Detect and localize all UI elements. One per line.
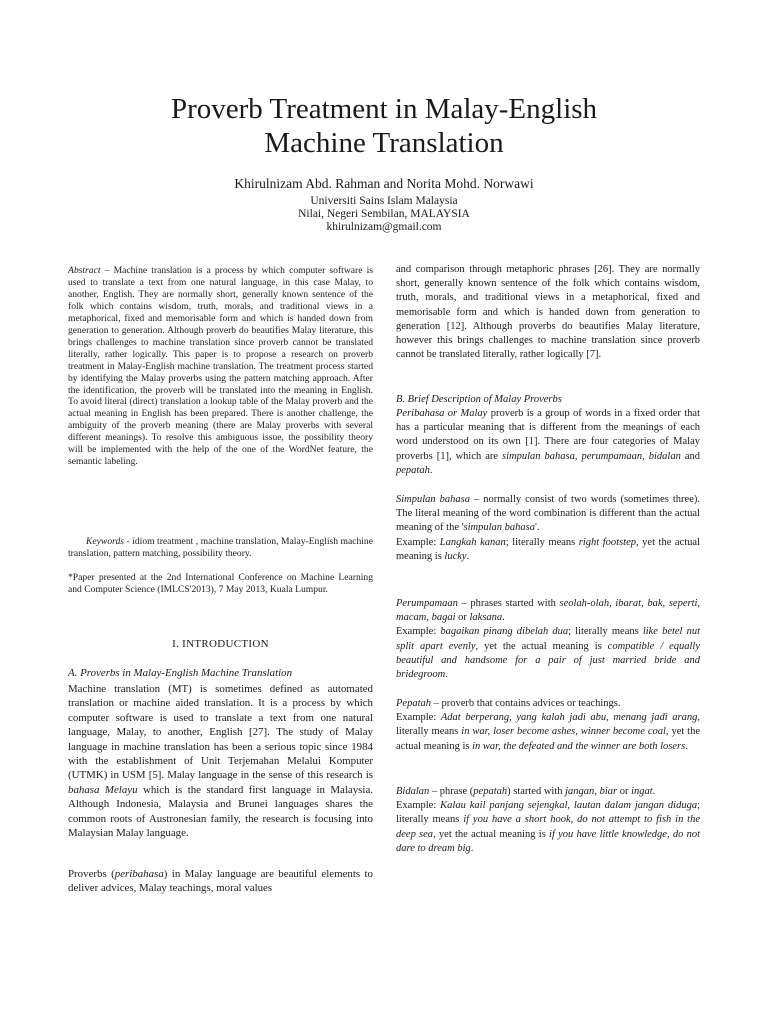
text: , [641, 598, 648, 609]
example-malay: Adat berperang, yang kalah jadi abu, menang jadi arang [440, 712, 698, 724]
section-heading-introduction: I. INTRODUCTION [172, 638, 269, 650]
paragraph-malay-proverbs [396, 407, 700, 478]
paragraph-bidalan [396, 785, 700, 856]
intro-p2-term: peribahasa [114, 868, 164, 880]
paper-title [0, 92, 768, 160]
intro-paragraph-2 [68, 867, 373, 896]
text: – phrases started with [457, 598, 560, 609]
authors: Khirulnizam Abd. Rahman and Norita Mohd. Norwawi [234, 176, 534, 191]
term: Perumpamaan [396, 598, 458, 609]
term-perumpamaan: perumpamaan [581, 450, 643, 462]
sep: . [429, 464, 433, 476]
term: laksana [469, 612, 503, 624]
example-literal: right footstep [578, 536, 636, 548]
title-line-2: Machine Translation [264, 127, 504, 159]
right-paragraph-1 [396, 263, 700, 362]
text: . [466, 550, 470, 562]
intro-p2-text: Proverbs ( [68, 868, 115, 880]
text: , [662, 598, 669, 609]
term: pepatah [473, 786, 508, 797]
text: – phrase ( [429, 786, 474, 797]
text: , [426, 612, 432, 624]
keywords-label: Keywords [86, 536, 125, 547]
text: , [594, 786, 600, 797]
text: '. [534, 522, 540, 534]
text: , yet the actual meaning is [396, 536, 700, 562]
term: Simpulan bahasa [396, 494, 470, 505]
text: , [609, 598, 616, 609]
example-meaning: lucky [444, 550, 467, 562]
footnote [68, 572, 373, 596]
text: . [502, 612, 505, 624]
paragraph-simpulan-bahasa [396, 493, 700, 564]
text: – normally consist of two words (sometimes three). The literal meaning of the word combination is different than the actual meaning of the ' [396, 494, 700, 534]
affiliation-university: Universiti Sains Islam Malaysia [310, 195, 458, 207]
text: , yet the actual meaning is [475, 640, 608, 652]
b-text: proverb is a group of words in a fixed order that has a particular meaning that is different from the meanings of each word understood on its own [1]. There are four categories of Malay proverbs [1], which are [396, 408, 700, 462]
term: jangan [565, 786, 595, 797]
paragraph-perumpamaan [396, 597, 700, 682]
term: simpulan bahasa [463, 522, 535, 534]
subsection-a-title: A. Proverbs in Malay-English Machine Translation [68, 667, 293, 679]
intro-p1-text-end: which is the standard first language in Malaysia. Although Indonesia, Malaysia and Brunei languages shares the common roots of Austronesian family, the research is focusing into Malaysian Malay language. [68, 783, 373, 840]
intro-paragraph-1 [68, 682, 373, 840]
text: ; literally means [505, 536, 579, 548]
abstract-label: Abstract [68, 265, 101, 276]
keywords-text: - idiom treatment , machine translation, Malay-English machine translation, pattern matching, possibility theory. [68, 536, 373, 559]
text: or [455, 612, 470, 624]
example-label: Example: [396, 626, 441, 638]
text: . [470, 842, 474, 854]
term: seolah-olah [559, 598, 610, 609]
example-label: Example: [396, 536, 440, 548]
text: . [685, 740, 688, 752]
term: Bidalan [396, 786, 430, 797]
term-bidalan: bidalan [648, 450, 681, 462]
example-malay: Kalau kail panjang sejengkal, lautan dalam jangan diduga [440, 800, 698, 812]
term: bak [647, 598, 663, 609]
term: ingat [631, 786, 653, 797]
text: , yet the actual meaning is [396, 726, 701, 752]
text: , yet the actual meaning is [433, 828, 550, 840]
example-literal: if you have a short hook, do not attempt to fish in the deep sea [396, 814, 701, 840]
text: ) started with [507, 786, 566, 797]
subsection-heading-b [396, 393, 700, 407]
term: ibarat [615, 598, 642, 609]
subsection-heading-a [68, 666, 373, 680]
affiliation-location: Nilai, Negeri Sembilan, MALAYSIA [298, 208, 470, 220]
right-p1-text: and comparison through metaphoric phrases [26]. They are normally short, generally known sentence of the folk which contains wisdom, truth, morals, and traditional views in a metaphorical, fixed and memorisable form and which is handed down from generation to generation [12]. Although proverbs do beautifies Malay literature, however this brings challenges to machine translation since proverb cannot be translated literally, rather logically [7]. [396, 264, 700, 361]
example-label: Example: [396, 712, 441, 724]
abstract-text: – Machine translation is a process by which computer software is used to translate a text from one natural language, in this case Malay, to another, English. They are normally short, generally known sentence of the folk which contains wisdom, truth, morals, and traditional views in a metaphorical, fixed and memorisable form and which is handed down from generation to generation. Although proverb do beautifies Malay literature, this brings challenges to machine translation since proverb cannot be translated literally, rather logically. This paper is to propose a research on proverb treatment in Malay-English machine translation. The treatment process started by identifying the Malay proverbs using the pattern matching approach. After the identification, the proverb will be translated into the meaning in English. To avoid literal (direct) translation a lookup table of the Malay proverb and the actual meaning in English has been prepared. There is another challenge, the ambiguity of the proverb meaning (there are Malay proverbs with several different meanings). To resolve this ambiguous issue, the possibility theory will be implemented with the help of the one of the WordNet feature, the semantic labeling. [68, 265, 373, 468]
text: , [697, 598, 701, 609]
term-simpulan-bahasa: simpulan bahasa [502, 450, 575, 462]
example-literal: in war, loser become ashes, winner become coal [461, 726, 666, 738]
example-malay: bagaikan pinang dibelah dua [440, 626, 569, 638]
example-meaning: in war, the defeated and the winner are both losers [472, 740, 686, 752]
term-pepatah: pepatah [396, 464, 430, 476]
text: . [445, 669, 448, 681]
keywords [68, 536, 373, 560]
text: ; literally means [396, 800, 700, 826]
sep: , [642, 450, 649, 462]
term-peribahasa: Peribahasa or Malay [396, 408, 488, 419]
term: biar [599, 786, 618, 797]
sep: , [574, 450, 582, 462]
text: – proverb that contains advices or teachings. [431, 698, 621, 709]
example-meaning: compatible / equally beautiful and handsome for a pair of just married bride and bridegroom [396, 640, 701, 681]
intro-p2-text-end: ) in Malay language are beautiful elements to deliver advices, Malay teachings, moral values [68, 868, 373, 895]
intro-p1-term: bahasa Melayu [68, 783, 138, 796]
sep: and [680, 450, 700, 462]
title-line-1: Proverb Treatment in Malay-English [170, 93, 598, 125]
example-literal: like betel nut split apart evenly [396, 626, 700, 652]
text: . [652, 786, 656, 797]
intro-p1-text: Machine translation (MT) is sometimes defined as automated translation or machine aided translation. It is a process by which computer software is used to translate a text from one natural language, Malay, to another, English [27]. The study of Malay language in machine translation has been a serious topic since 1984 with the establishment of Unit Terjemahan Melalui Komputer (UTMK) in USM [5]. Malay language in the sense of this research is [68, 683, 373, 782]
example-meaning: if you have little knowledge, do not dare to dream big [396, 828, 700, 854]
subsection-b-title: B. Brief Description of Malay Proverbs [396, 394, 562, 405]
term: Pepatah [396, 698, 431, 709]
author-email: khirulnizam@gmail.com [326, 221, 442, 233]
text: ; literally means [568, 626, 643, 638]
example-malay: Langkah kanan [439, 536, 506, 548]
term: macam [396, 612, 427, 624]
abstract [68, 265, 373, 468]
term: seperti [668, 598, 698, 609]
text: or [617, 786, 632, 797]
paragraph-pepatah [396, 697, 700, 754]
text: , literally means [396, 712, 700, 738]
example-label: Example: [396, 800, 441, 812]
term: bagai [431, 612, 456, 624]
footnote-text: *Paper presented at the 2nd International Conference on Machine Learning and Computer Science (IMLCS'2013), 7 May 2013, Kuala Lumpur. [68, 572, 373, 595]
